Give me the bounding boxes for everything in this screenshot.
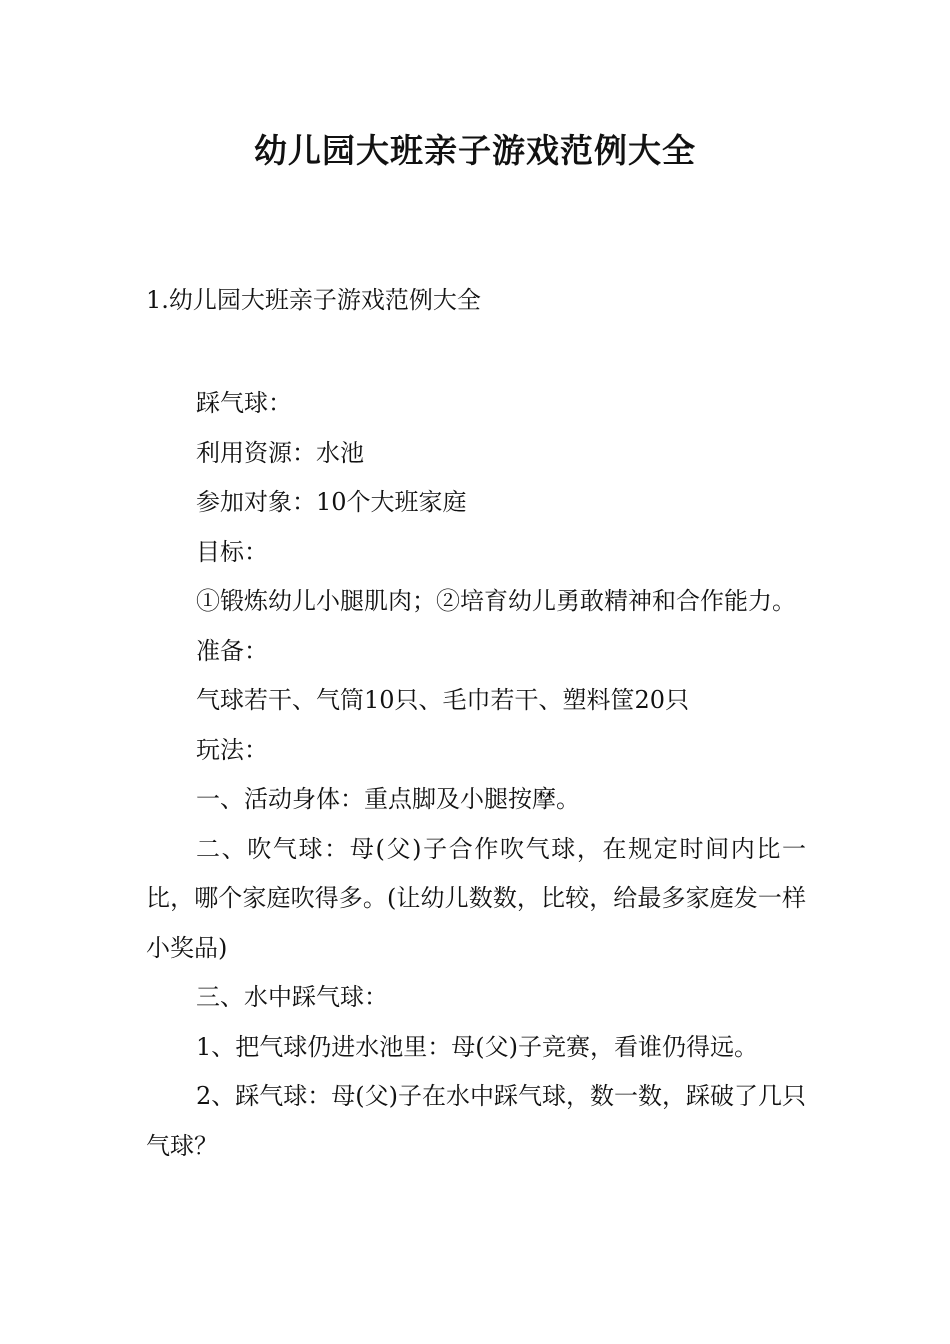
- paragraph-step-three: 三、水中踩气球：: [196, 983, 388, 1011]
- section-heading: 1.幼儿园大班亲子游戏范例大全: [146, 286, 481, 314]
- paragraph-activity-name: 踩气球：: [196, 389, 292, 417]
- paragraph-step-one: 一、活动身体：重点脚及小腿按摩。: [196, 785, 580, 813]
- document-body: [146, 379, 806, 1171]
- paragraph-preparation-heading: 准备：: [196, 636, 268, 665]
- paragraph-gameplay-heading: 玩法：: [196, 735, 268, 764]
- paragraph-goals: ①锻炼幼儿小腿肌肉；②培育幼儿勇敢精神和合作能力。: [196, 587, 796, 615]
- document-title: 幼儿园大班亲子游戏范例大全: [254, 131, 696, 170]
- paragraph-substep-one: 1、把气球仍进水池里：母(父)子竞赛，看谁仍得远。: [196, 1032, 758, 1061]
- paragraph-substep-two: 2、踩气球：母(父)子在水中踩气球，数一数，踩破了几只气球？: [146, 1082, 806, 1160]
- paragraph-participants: 参加对象：10个大班家庭: [196, 488, 467, 516]
- paragraph-goals-heading: 目标：: [196, 537, 268, 566]
- paragraph-step-two: 二、吹气球：母(父)子合作吹气球，在规定时间内比一比，哪个家庭吹得多。(让幼儿数数，比较，给最多家庭发一样小奖品): [146, 834, 806, 962]
- paragraph-resources: 利用资源：水池: [196, 438, 364, 467]
- paragraph-preparation: 气球若干、气筒10只、毛巾若干、塑料筐20只: [196, 686, 690, 714]
